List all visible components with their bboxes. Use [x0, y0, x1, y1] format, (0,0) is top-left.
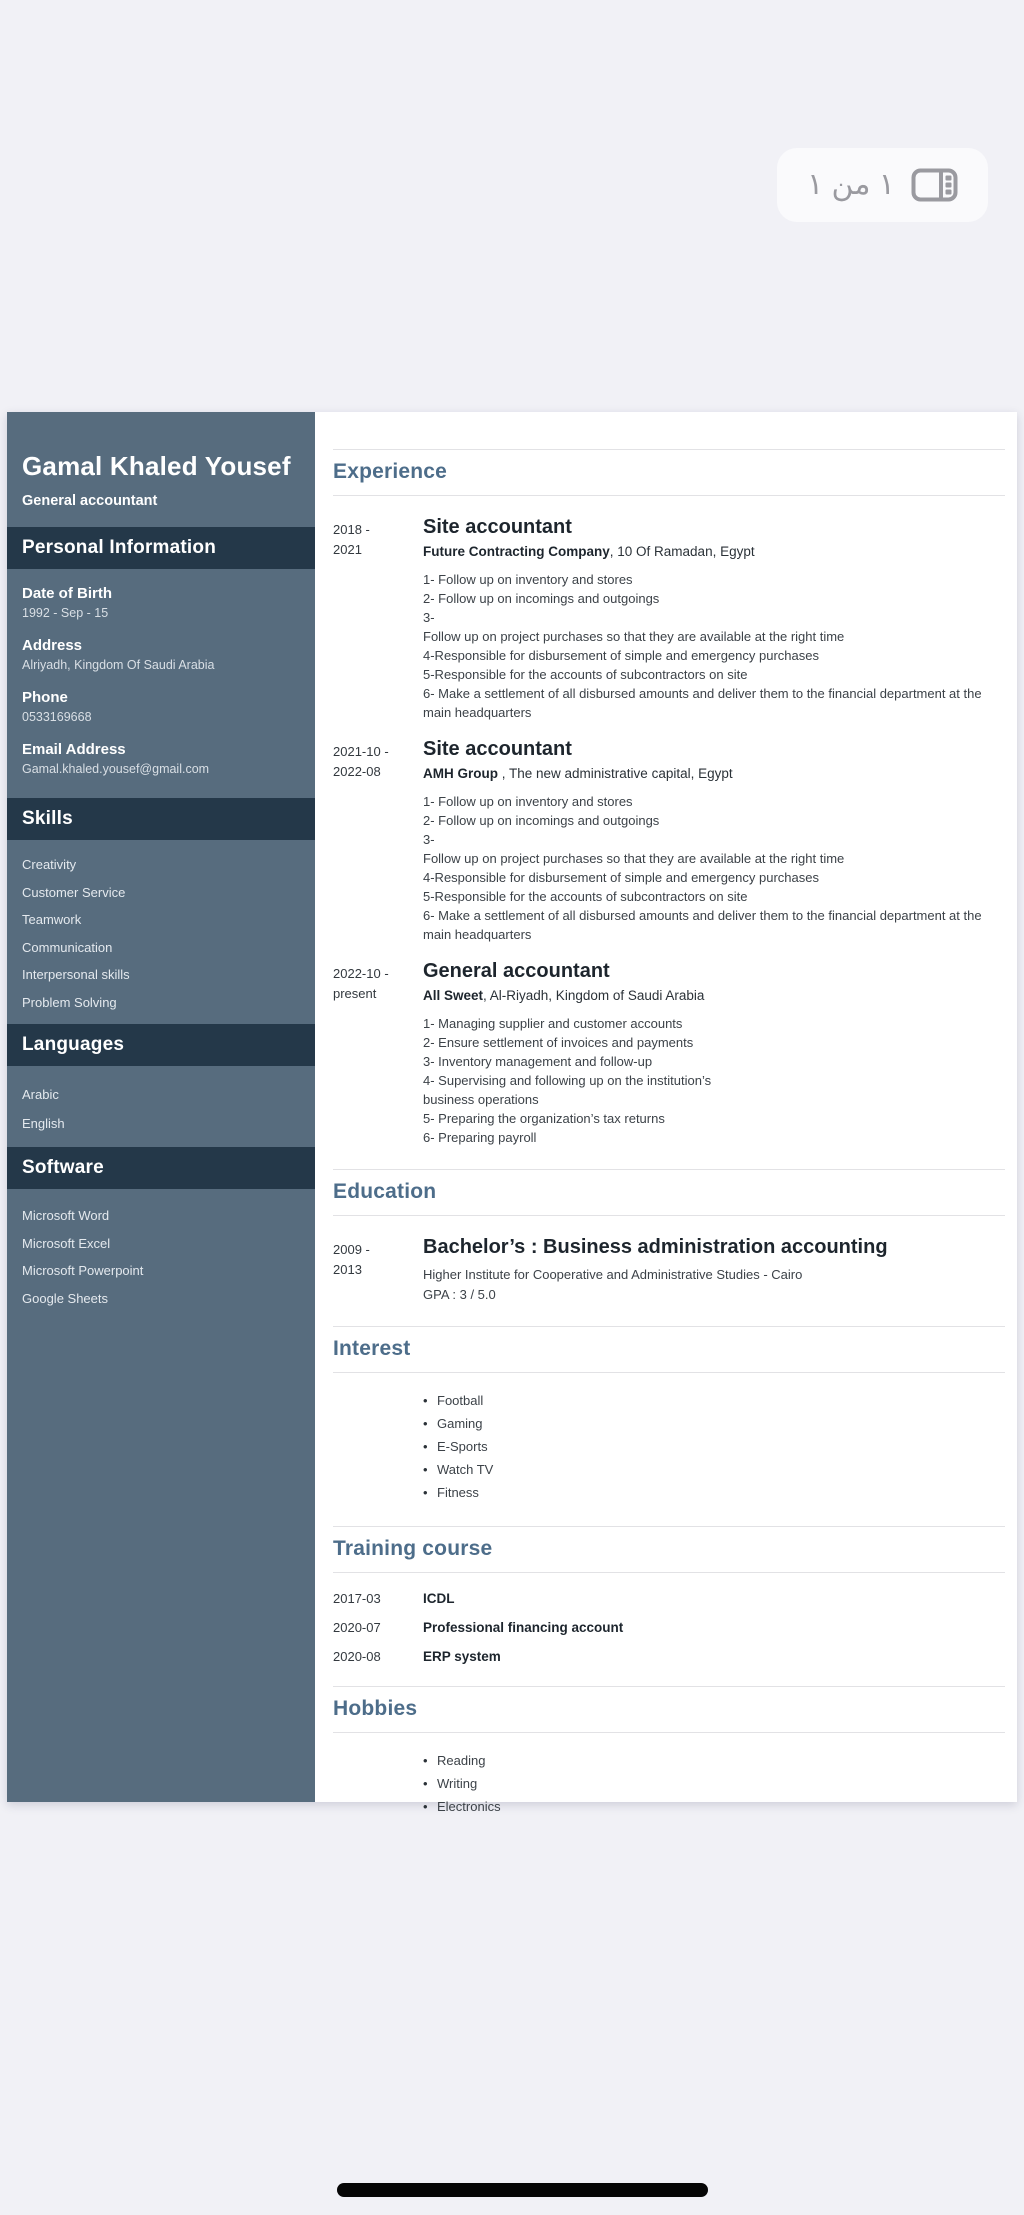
- date-to: present: [333, 986, 377, 1001]
- field-email: [22, 741, 300, 777]
- description-line: 4-Responsible for disbursement of simple and emergency purchases: [423, 648, 819, 663]
- date-to: 2021: [333, 542, 362, 557]
- description-line: 4-Responsible for disbursement of simple and emergency purchases: [423, 870, 819, 885]
- description-line: 2- Follow up on incomings and outgoings: [423, 591, 660, 606]
- training-row: [333, 1649, 1005, 1664]
- language-item: English: [22, 1116, 65, 1132]
- entry-dates: [333, 960, 423, 1147]
- skills-heading: Skills: [7, 798, 315, 840]
- software-item: Google Sheets: [22, 1290, 109, 1306]
- interest-heading: Interest: [333, 1337, 411, 1360]
- skill-item: Communication: [22, 939, 113, 955]
- description-line: 5-Responsible for the accounts of subcontractors on site: [423, 667, 748, 682]
- bullet-icon: •: [423, 1416, 428, 1431]
- description-line: 6- Make a settlement of all disbursed amounts and deliver them to the financial department at the main headquarters: [423, 686, 982, 720]
- bullet-icon: •: [423, 1753, 428, 1768]
- list-item: [423, 1389, 1005, 1412]
- resume-main: [315, 412, 1017, 1814]
- entry-dates: [333, 738, 423, 944]
- date-from: 2009 -: [333, 1242, 370, 1257]
- item-label: Fitness: [437, 1485, 479, 1500]
- description-line: 1- Follow up on inventory and stores: [423, 794, 633, 809]
- list-item: [423, 1795, 1005, 1818]
- description-line: 2- Follow up on incomings and outgoings: [423, 813, 660, 828]
- company-name: Future Contracting Company: [423, 544, 610, 559]
- entry-content: [423, 738, 1005, 944]
- description-line: 3-: [423, 610, 435, 625]
- description-line: Follow up on project purchases so that they are available at the right time: [423, 629, 845, 644]
- bullet-icon: •: [423, 1393, 428, 1408]
- training-date: 2020-07: [333, 1620, 381, 1635]
- description-line: 6- Preparing payroll: [423, 1130, 537, 1145]
- entry-content: [423, 516, 1005, 722]
- entry-description: [423, 1014, 1005, 1147]
- experience-entry: [333, 738, 1005, 944]
- skill-item: Interpersonal skills: [22, 967, 130, 983]
- experience-entry: [333, 516, 1005, 722]
- experience-heading: Experience: [333, 460, 448, 483]
- education-body: [333, 1216, 1005, 1326]
- experience-body: [333, 496, 1005, 1169]
- list-item: [423, 1481, 1005, 1504]
- field-value: 1992 - Sep - 15: [22, 605, 109, 620]
- date-to: 2013: [333, 1262, 362, 1277]
- description-line: 1- Follow up on inventory and stores: [423, 572, 633, 587]
- field-label: Address: [22, 636, 83, 654]
- training-date: 2020-08: [333, 1649, 381, 1664]
- entry-company: [423, 544, 1005, 559]
- date-to: 2022-08: [333, 764, 381, 779]
- list-item: [423, 1458, 1005, 1481]
- education-heading: Education: [333, 1180, 437, 1203]
- page-indicator-label: ١ من ١: [807, 168, 895, 201]
- bullet-icon: •: [423, 1462, 428, 1477]
- company-location: , Al-Riyadh, Kingdom of Saudi Arabia: [483, 988, 705, 1003]
- item-label: Writing: [437, 1776, 478, 1791]
- entry-description: [423, 792, 1005, 944]
- list-item: [423, 1749, 1005, 1772]
- entry-company: [423, 988, 1005, 1003]
- education-entry: [333, 1236, 1005, 1304]
- description-line: 6- Make a settlement of all disbursed amounts and deliver them to the financial department at the main headquarters: [423, 908, 982, 942]
- description-line: 3- Inventory management and follow-up: [423, 1054, 653, 1069]
- degree-title: Bachelor’s : Business administration accounting: [423, 1236, 888, 1258]
- field-value: 0533169668: [22, 709, 92, 724]
- education-section: [333, 1169, 1005, 1326]
- institute-name: Higher Institute for Cooperative and Administrative Studies - Cairo: [423, 1267, 803, 1282]
- candidate-name: Gamal Khaled Yousef: [22, 451, 291, 481]
- languages-heading: Languages: [7, 1024, 315, 1066]
- item-label: Watch TV: [437, 1462, 494, 1477]
- page-indicator-pill[interactable]: [777, 148, 988, 222]
- personal-information-heading: Personal Information: [7, 527, 315, 569]
- hobbies-section: [333, 1686, 1005, 1840]
- resume-sidebar: [7, 412, 315, 1802]
- candidate-job-title: General accountant: [22, 492, 158, 509]
- company-location: , 10 Of Ramadan, Egypt: [609, 544, 755, 559]
- company-name: AMH Group: [423, 766, 498, 781]
- field-date-of-birth: [22, 585, 300, 621]
- company-name: All Sweet: [423, 988, 484, 1003]
- entry-dates: [333, 1236, 423, 1304]
- field-label: Phone: [22, 688, 68, 706]
- training-row: [333, 1620, 1005, 1635]
- gpa-value: GPA : 3 / 5.0: [423, 1287, 496, 1302]
- training-section: [333, 1526, 1005, 1686]
- entry-role: Site accountant: [423, 516, 572, 538]
- list-item: [423, 1435, 1005, 1458]
- software-heading: Software: [7, 1147, 315, 1189]
- date-from: 2021-10 -: [333, 744, 389, 759]
- field-label: Date of Birth: [22, 584, 112, 602]
- software-item: Microsoft Word: [22, 1208, 110, 1224]
- training-date: 2017-03: [333, 1591, 381, 1606]
- bullet-icon: •: [423, 1439, 428, 1454]
- item-label: Electronics: [437, 1799, 501, 1814]
- skill-item: Teamwork: [22, 912, 82, 928]
- software-list: [22, 1209, 300, 1306]
- training-name: ERP system: [423, 1649, 501, 1664]
- skills-list: [22, 858, 300, 1010]
- bullet-icon: •: [423, 1776, 428, 1791]
- training-row: [333, 1591, 1005, 1606]
- date-from: 2022-10 -: [333, 966, 389, 981]
- language-item: Arabic: [22, 1086, 59, 1102]
- field-value: Gamal.khaled.yousef@gmail.com: [22, 761, 210, 776]
- description-line: 4- Supervising and following up on the institution’s: [423, 1073, 712, 1088]
- hobbies-heading: Hobbies: [333, 1697, 418, 1720]
- item-label: Gaming: [437, 1416, 483, 1431]
- entry-role: General accountant: [423, 960, 610, 982]
- bullet-icon: •: [423, 1485, 428, 1500]
- languages-list: [22, 1088, 300, 1131]
- entry-role: Site accountant: [423, 738, 572, 760]
- skill-item: Problem Solving: [22, 995, 117, 1011]
- page-thumbnails-icon: [911, 168, 958, 202]
- date-from: 2018 -: [333, 522, 370, 537]
- item-label: Reading: [437, 1753, 486, 1768]
- training-body: [333, 1573, 1005, 1686]
- description-line: 5- Preparing the organization’s tax returns: [423, 1111, 665, 1126]
- hobbies-body: [333, 1733, 1005, 1840]
- resume-page: [7, 412, 1017, 1814]
- software-item: Microsoft Powerpoint: [22, 1263, 144, 1279]
- interest-section: [333, 1326, 1005, 1526]
- entry-content: [423, 1236, 1005, 1304]
- bullet-icon: •: [423, 1799, 428, 1814]
- description-line: 5-Responsible for the accounts of subcontractors on site: [423, 889, 748, 904]
- training-name: ICDL: [423, 1591, 455, 1606]
- description-line: 3-: [423, 832, 435, 847]
- software-item: Microsoft Excel: [22, 1235, 111, 1251]
- description-line: business operations: [423, 1092, 539, 1107]
- entry-company: [423, 766, 1005, 781]
- skill-item: Customer Service: [22, 884, 126, 900]
- company-location: , The new administrative capital, Egypt: [498, 766, 733, 781]
- field-address: [22, 637, 300, 673]
- field-value: Alriyadh, Kingdom Of Saudi Arabia: [22, 657, 215, 672]
- list-item: [423, 1412, 1005, 1435]
- experience-entry: [333, 960, 1005, 1147]
- item-label: E-Sports: [437, 1439, 488, 1454]
- skill-item: Creativity: [22, 856, 77, 872]
- training-name: Professional financing account: [423, 1620, 624, 1635]
- hobbies-list: [423, 1749, 1005, 1818]
- training-heading: Training course: [333, 1537, 493, 1560]
- interest-body: [333, 1373, 1005, 1526]
- item-label: Football: [437, 1393, 484, 1408]
- entry-content: [423, 960, 1005, 1147]
- description-line: Follow up on project purchases so that they are available at the right time: [423, 851, 845, 866]
- description-line: 2- Ensure settlement of invoices and payments: [423, 1035, 694, 1050]
- description-line: 1- Managing supplier and customer accounts: [423, 1016, 683, 1031]
- list-item: [423, 1772, 1005, 1795]
- entry-description: [423, 570, 1005, 722]
- field-phone: [22, 689, 300, 725]
- interest-list: [423, 1389, 1005, 1504]
- field-label: Email Address: [22, 740, 126, 758]
- experience-section: [333, 449, 1005, 1169]
- entry-dates: [333, 516, 423, 722]
- home-indicator[interactable]: [337, 2183, 708, 2197]
